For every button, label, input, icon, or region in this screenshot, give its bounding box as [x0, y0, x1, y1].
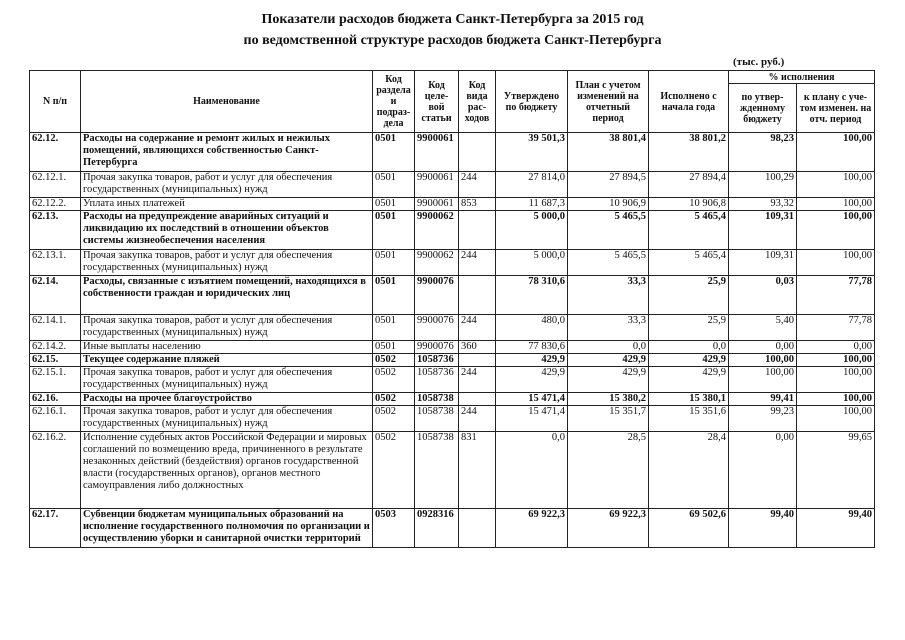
row-expense-code [459, 354, 496, 367]
header-target-code: Код целе-вой статьи [415, 71, 459, 133]
row-target-code: 1058736 [415, 354, 459, 367]
row-number: 62.15.1. [30, 367, 81, 393]
row-name: Прочая закупка товаров, работ и услуг для обеспечения государственных (муниципальных) нужд [81, 172, 373, 198]
row-number: 62.16. [30, 393, 81, 406]
header-expense-code: Код вида рас-ходов [459, 71, 496, 133]
row-expense-code: 853 [459, 198, 496, 211]
row-target-code: 1058736 [415, 367, 459, 393]
document-title: Показатели расходов бюджета Санкт-Петербурга за 2015 год [261, 12, 644, 27]
table-row [30, 315, 875, 341]
row-plan: 429,9 [568, 354, 649, 367]
row-target-code: 9900076 [415, 276, 459, 315]
row-executed: 69 502,6 [649, 509, 729, 548]
row-expense-code [459, 133, 496, 172]
table-row [30, 198, 875, 211]
table-body [30, 133, 875, 548]
row-target-code: 9900076 [415, 315, 459, 341]
document-subtitle: по ведомственной структуре расходов бюджета Санкт-Петербурга [243, 33, 662, 48]
row-name: Исполнение судебных актов Российской Федерации и мировых соглашений по возмещению вреда, причиненного в результате незаконных действий (бездействия) органов государственной власти (государственных органов), органов местного самоуправления либо должностных [81, 432, 373, 509]
row-target-code: 0928316 [415, 509, 459, 548]
row-section-code: 0502 [373, 393, 415, 406]
row-approved: 0,0 [496, 432, 568, 509]
row-target-code: 1058738 [415, 393, 459, 406]
table-row [30, 393, 875, 406]
row-expense-code [459, 276, 496, 315]
row-target-code: 9900062 [415, 250, 459, 276]
row-pct-approved: 109,31 [729, 250, 797, 276]
row-number: 62.12. [30, 133, 81, 172]
row-plan: 69 922,3 [568, 509, 649, 548]
row-plan: 28,5 [568, 432, 649, 509]
row-section-code: 0501 [373, 211, 415, 250]
table-row [30, 432, 875, 509]
row-approved: 429,9 [496, 354, 568, 367]
row-executed: 5 465,4 [649, 211, 729, 250]
row-expense-code: 360 [459, 341, 496, 354]
row-approved: 39 501,3 [496, 133, 568, 172]
row-executed: 0,0 [649, 341, 729, 354]
row-pct-approved: 100,29 [729, 172, 797, 198]
row-pct-plan: 99,40 [797, 509, 875, 548]
row-name: Текущее содержание пляжей [81, 354, 373, 367]
row-executed: 38 801,2 [649, 133, 729, 172]
row-executed: 15 351,6 [649, 406, 729, 432]
row-plan: 10 906,9 [568, 198, 649, 211]
row-name: Прочая закупка товаров, работ и услуг для обеспечения государственных (муниципальных) нужд [81, 406, 373, 432]
header-num: N п/п [30, 71, 81, 133]
row-section-code: 0501 [373, 250, 415, 276]
row-expense-code: 244 [459, 315, 496, 341]
row-approved: 69 922,3 [496, 509, 568, 548]
row-target-code: 9900061 [415, 198, 459, 211]
row-expense-code: 831 [459, 432, 496, 509]
row-expense-code [459, 393, 496, 406]
row-expense-code: 244 [459, 367, 496, 393]
row-pct-approved: 98,23 [729, 133, 797, 172]
row-plan: 15 380,2 [568, 393, 649, 406]
row-name: Расходы на содержание и ремонт жилых и нежилых помещений, являющихся собственностью Санкт-Петербурга [81, 133, 373, 172]
row-pct-approved: 5,40 [729, 315, 797, 341]
row-name: Расходы на предупреждение аварийных ситуаций и ликвидацию их последствий в отношении объектов системы жизнеобеспечения населения [81, 211, 373, 250]
row-approved: 15 471,4 [496, 406, 568, 432]
row-pct-approved: 99,41 [729, 393, 797, 406]
units-label: (тыс. руб.) [733, 56, 785, 68]
row-plan: 5 465,5 [568, 211, 649, 250]
row-approved: 5 000,0 [496, 250, 568, 276]
row-number: 62.16.1. [30, 406, 81, 432]
row-pct-plan: 100,00 [797, 133, 875, 172]
row-executed: 25,9 [649, 315, 729, 341]
row-section-code: 0501 [373, 133, 415, 172]
row-name: Иные выплаты населению [81, 341, 373, 354]
row-pct-plan: 77,78 [797, 276, 875, 315]
header-percent-group: % исполнения [729, 71, 875, 84]
table-row [30, 133, 875, 172]
row-name: Субвенции бюджетам муниципальных образований на исполнение государственного полномочия по организации и осуществлению уборки и санитарной очистки территорий [81, 509, 373, 548]
row-approved: 429,9 [496, 367, 568, 393]
row-executed: 27 894,4 [649, 172, 729, 198]
row-pct-approved: 100,00 [729, 354, 797, 367]
header-name: Наименование [81, 71, 373, 133]
row-pct-plan: 100,00 [797, 250, 875, 276]
table-row [30, 354, 875, 367]
table-row [30, 172, 875, 198]
expenditure-table [29, 70, 875, 548]
row-name: Прочая закупка товаров, работ и услуг для обеспечения государственных (муниципальных) нужд [81, 315, 373, 341]
row-plan: 5 465,5 [568, 250, 649, 276]
row-section-code: 0501 [373, 198, 415, 211]
row-approved: 11 687,3 [496, 198, 568, 211]
row-expense-code: 244 [459, 250, 496, 276]
row-plan: 33,3 [568, 276, 649, 315]
row-target-code: 9900076 [415, 341, 459, 354]
row-executed: 429,9 [649, 367, 729, 393]
table-row [30, 406, 875, 432]
table-row [30, 211, 875, 250]
row-pct-plan: 100,00 [797, 172, 875, 198]
row-executed: 5 465,4 [649, 250, 729, 276]
header-pct-plan: к плану с уче-том изменен. на отч. период [797, 84, 875, 133]
row-number: 62.13.1. [30, 250, 81, 276]
row-plan: 38 801,4 [568, 133, 649, 172]
row-number: 62.14.1. [30, 315, 81, 341]
row-pct-plan: 100,00 [797, 354, 875, 367]
row-plan: 33,3 [568, 315, 649, 341]
row-pct-plan: 99,65 [797, 432, 875, 509]
row-pct-plan: 100,00 [797, 198, 875, 211]
row-plan: 429,9 [568, 367, 649, 393]
row-plan: 0,0 [568, 341, 649, 354]
row-section-code: 0501 [373, 315, 415, 341]
row-name: Расходы, связанные с изъятием помещений, находящихся в собственности граждан и юридических лиц [81, 276, 373, 315]
row-name: Прочая закупка товаров, работ и услуг для обеспечения государственных (муниципальных) нужд [81, 250, 373, 276]
row-executed: 28,4 [649, 432, 729, 509]
row-approved: 78 310,6 [496, 276, 568, 315]
row-section-code: 0502 [373, 367, 415, 393]
header-plan: План с учетом изменений на отчетный период [568, 71, 649, 133]
row-pct-approved: 109,31 [729, 211, 797, 250]
row-plan: 27 894,5 [568, 172, 649, 198]
row-approved: 27 814,0 [496, 172, 568, 198]
row-expense-code: 244 [459, 406, 496, 432]
row-name: Расходы на прочее благоустройство [81, 393, 373, 406]
row-number: 62.14.2. [30, 341, 81, 354]
row-number: 62.12.1. [30, 172, 81, 198]
row-pct-plan: 0,00 [797, 341, 875, 354]
row-pct-plan: 100,00 [797, 406, 875, 432]
table-row [30, 276, 875, 315]
row-approved: 480,0 [496, 315, 568, 341]
row-pct-approved: 0,00 [729, 341, 797, 354]
row-name: Уплата иных платежей [81, 198, 373, 211]
row-number: 62.13. [30, 211, 81, 250]
table-row [30, 250, 875, 276]
row-pct-plan: 77,78 [797, 315, 875, 341]
table-row [30, 509, 875, 548]
row-number: 62.12.2. [30, 198, 81, 211]
row-expense-code [459, 211, 496, 250]
row-target-code: 9900062 [415, 211, 459, 250]
row-executed: 10 906,8 [649, 198, 729, 211]
row-pct-approved: 99,40 [729, 509, 797, 548]
row-plan: 15 351,7 [568, 406, 649, 432]
header-approved: Утверждено по бюджету [496, 71, 568, 133]
row-section-code: 0503 [373, 509, 415, 548]
row-pct-approved: 0,00 [729, 432, 797, 509]
row-approved: 15 471,4 [496, 393, 568, 406]
row-number: 62.17. [30, 509, 81, 548]
row-pct-plan: 100,00 [797, 367, 875, 393]
row-approved: 5 000,0 [496, 211, 568, 250]
row-name: Прочая закупка товаров, работ и услуг для обеспечения государственных (муниципальных) нужд [81, 367, 373, 393]
header-executed: Исполнено с начала года [649, 71, 729, 133]
row-number: 62.15. [30, 354, 81, 367]
header-pct-approved: по утвер-жденному бюджету [729, 84, 797, 133]
table-row [30, 341, 875, 354]
row-expense-code: 244 [459, 172, 496, 198]
row-number: 62.16.2. [30, 432, 81, 509]
row-pct-approved: 93,32 [729, 198, 797, 211]
row-section-code: 0501 [373, 341, 415, 354]
row-pct-approved: 0,03 [729, 276, 797, 315]
row-target-code: 1058738 [415, 406, 459, 432]
row-target-code: 9900061 [415, 172, 459, 198]
header-section-code: Код раздела и подраз-дела [373, 71, 415, 133]
row-number: 62.14. [30, 276, 81, 315]
row-section-code: 0502 [373, 432, 415, 509]
row-executed: 429,9 [649, 354, 729, 367]
row-section-code: 0502 [373, 354, 415, 367]
row-approved: 77 830,6 [496, 341, 568, 354]
row-executed: 15 380,1 [649, 393, 729, 406]
row-target-code: 1058738 [415, 432, 459, 509]
row-executed: 25,9 [649, 276, 729, 315]
row-pct-plan: 100,00 [797, 211, 875, 250]
row-pct-approved: 100,00 [729, 367, 797, 393]
row-section-code: 0502 [373, 406, 415, 432]
row-pct-plan: 100,00 [797, 393, 875, 406]
row-expense-code [459, 509, 496, 548]
row-pct-approved: 99,23 [729, 406, 797, 432]
table-row [30, 367, 875, 393]
row-section-code: 0501 [373, 276, 415, 315]
row-section-code: 0501 [373, 172, 415, 198]
row-target-code: 9900061 [415, 133, 459, 172]
